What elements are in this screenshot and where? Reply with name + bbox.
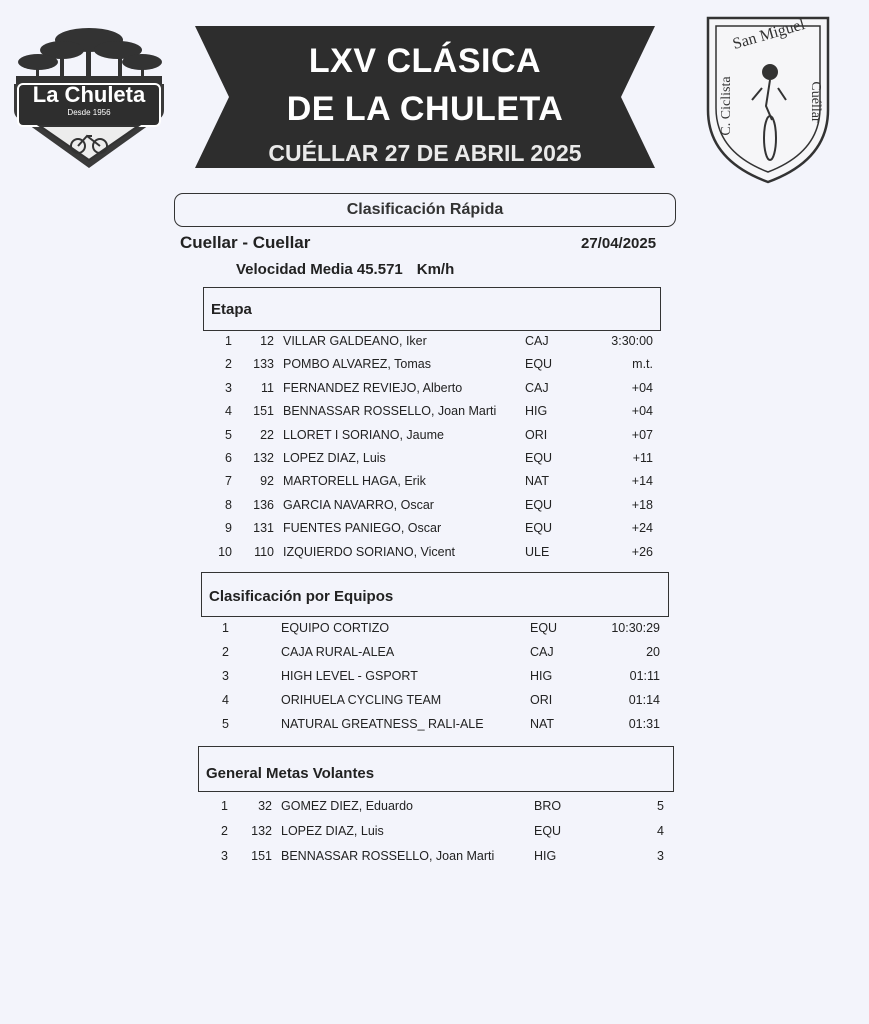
table-row — [0, 714, 869, 734]
table-row — [0, 471, 869, 491]
time-cell: +11 — [632, 451, 653, 465]
logo-left-name: La Chuleta — [32, 82, 146, 107]
time-cell: 01:31 — [628, 717, 660, 731]
position-cell: 5 — [225, 427, 232, 442]
rider-name-cell: POMBO ALVAREZ, Tomas — [283, 357, 431, 372]
position-cell: 4 — [222, 693, 229, 707]
position-cell: 9 — [225, 521, 232, 536]
rider-name-cell: IZQUIERDO SORIANO, Vicent — [283, 544, 456, 559]
rider-name-cell: FERNANDEZ REVIEJO, Alberto — [283, 380, 463, 395]
dorsal-cell: 132 — [253, 451, 274, 465]
average-speed-value: Velocidad Media 45.571 — [236, 261, 403, 278]
rider-name-cell: LLORET I SORIANO, Jaume — [283, 427, 444, 442]
rider-name-cell: MARTORELL HAGA, Erik — [283, 474, 426, 489]
team-code-cell: HIG — [534, 849, 557, 863]
dorsal-cell: 92 — [260, 474, 274, 489]
table-row — [0, 846, 869, 866]
team-code-cell: CAJ — [525, 334, 549, 348]
time-cell: 3:30:00 — [611, 334, 653, 348]
team-code-cell: EQU — [525, 497, 553, 512]
dorsal-cell: 151 — [251, 849, 272, 863]
table-row — [0, 425, 869, 445]
table-row — [0, 821, 869, 841]
team-code-cell: ORI — [525, 427, 548, 442]
section-equipos-heading: Clasificación por Equipos — [201, 572, 669, 617]
table-row — [0, 642, 869, 662]
team-code-cell: CAJ — [530, 645, 554, 659]
position-cell: 1 — [222, 621, 229, 635]
time-cell: +24 — [631, 521, 653, 536]
team-name-cell: EQUIPO CORTIZO — [281, 621, 390, 635]
position-cell: 2 — [225, 357, 232, 372]
position-cell: 2 — [221, 824, 228, 838]
dorsal-cell: 133 — [253, 357, 274, 372]
dorsal-cell: 136 — [253, 497, 274, 512]
rider-name-cell: BENNASSAR ROSSELLO, Joan Marti — [281, 849, 495, 863]
table-row — [0, 401, 869, 421]
route-label: Cuellar - Cuellar — [180, 233, 311, 252]
team-code-cell: EQU — [525, 521, 553, 536]
position-cell: 3 — [222, 669, 229, 683]
team-code-cell: NAT — [530, 717, 555, 731]
dorsal-cell: 110 — [254, 544, 274, 559]
average-speed — [236, 261, 454, 278]
time-cell: m.t. — [632, 357, 653, 372]
team-name-cell: ORIHUELA CYCLING TEAM — [281, 693, 442, 707]
time-cell: 20 — [646, 645, 660, 659]
team-code-cell: NAT — [525, 474, 550, 489]
position-cell: 5 — [222, 717, 229, 731]
banner-title-line2: DE LA CHULETA — [286, 90, 564, 128]
banner-title-line1: LXV CLÁSICA — [308, 42, 542, 80]
dorsal-cell: 151 — [253, 404, 274, 419]
table-row — [0, 542, 869, 562]
team-name-cell: NATURAL GREATNESS_ RALI-ALE — [281, 717, 484, 731]
emblem-right-text: Cuéllar — [808, 81, 823, 123]
dorsal-cell: 131 — [253, 521, 274, 536]
table-row — [0, 796, 869, 816]
time-cell: 10:30:29 — [611, 621, 660, 635]
time-cell: +04 — [631, 404, 653, 419]
team-code-cell: HIG — [530, 669, 553, 683]
dorsal-cell: 132 — [251, 824, 272, 838]
team-code-cell: CAJ — [525, 380, 549, 395]
table-row — [0, 448, 869, 468]
position-cell: 3 — [225, 380, 232, 395]
points-cell: 4 — [657, 824, 664, 838]
rider-name-cell: GARCIA NAVARRO, Oscar — [283, 497, 434, 512]
emblem-left-text: C. Ciclista — [719, 76, 734, 136]
team-name-cell: HIGH LEVEL - GSPORT — [281, 669, 418, 683]
rider-name-cell: BENNASSAR ROSSELLO, Joan Marti — [283, 404, 497, 419]
position-cell: 1 — [225, 334, 232, 348]
rider-name-cell: LOPEZ DIAZ, Luis — [281, 824, 384, 838]
banner-subtitle: CUÉLLAR 27 DE ABRIL 2025 — [268, 140, 582, 166]
time-cell: 01:14 — [628, 693, 660, 707]
position-cell: 6 — [225, 451, 232, 465]
average-speed-unit: Km/h — [416, 261, 455, 278]
position-cell: 8 — [225, 497, 232, 512]
section-etapa-heading: Etapa — [203, 287, 661, 331]
position-cell: 10 — [218, 544, 232, 559]
page-title: Clasificación Rápida — [174, 193, 676, 227]
time-cell: 01:11 — [629, 669, 660, 683]
team-code-cell: EQU — [525, 357, 553, 372]
position-cell: 3 — [221, 849, 228, 863]
rider-name-cell: VILLAR GALDEANO, Iker — [283, 334, 427, 348]
team-code-cell: EQU — [525, 451, 553, 465]
position-cell: 7 — [225, 474, 232, 489]
time-cell: +07 — [631, 427, 653, 442]
emblem-top-text: San Miguel — [730, 16, 807, 53]
time-cell: +14 — [631, 474, 653, 489]
table-row — [0, 354, 869, 374]
team-code-cell: ULE — [525, 544, 550, 559]
dorsal-cell: 32 — [258, 799, 272, 813]
team-name-cell: CAJA RURAL-ALEA — [281, 645, 395, 659]
table-row — [0, 495, 869, 515]
team-code-cell: EQU — [534, 824, 562, 838]
logo-left-since: Desde 1956 — [67, 108, 111, 117]
dorsal-cell: 12 — [260, 334, 274, 348]
points-cell: 3 — [657, 849, 664, 863]
team-code-cell: EQU — [530, 621, 558, 635]
position-cell: 4 — [225, 404, 232, 419]
section-metas-heading: General Metas Volantes — [198, 746, 674, 792]
dorsal-cell: 11 — [261, 380, 274, 395]
race-date: 27/04/2025 — [581, 235, 657, 252]
table-row — [0, 518, 869, 538]
table-row — [0, 618, 869, 638]
time-cell: +04 — [631, 380, 653, 395]
points-cell: 5 — [657, 799, 664, 813]
team-code-cell: BRO — [534, 799, 562, 813]
table-row — [0, 690, 869, 710]
rider-name-cell: FUENTES PANIEGO, Oscar — [283, 521, 442, 536]
team-code-cell: HIG — [525, 404, 548, 419]
dorsal-cell: 22 — [260, 427, 274, 442]
event-banner — [195, 26, 655, 168]
time-cell: +18 — [631, 497, 653, 512]
rider-name-cell: LOPEZ DIAZ, Luis — [283, 451, 386, 465]
position-cell: 2 — [222, 645, 229, 659]
table-row — [0, 378, 869, 398]
rider-name-cell: GOMEZ DIEZ, Eduardo — [281, 799, 413, 813]
position-cell: 1 — [221, 799, 228, 813]
team-code-cell: ORI — [530, 693, 553, 707]
table-row — [0, 331, 869, 351]
table-row — [0, 666, 869, 686]
time-cell: +26 — [631, 544, 653, 559]
